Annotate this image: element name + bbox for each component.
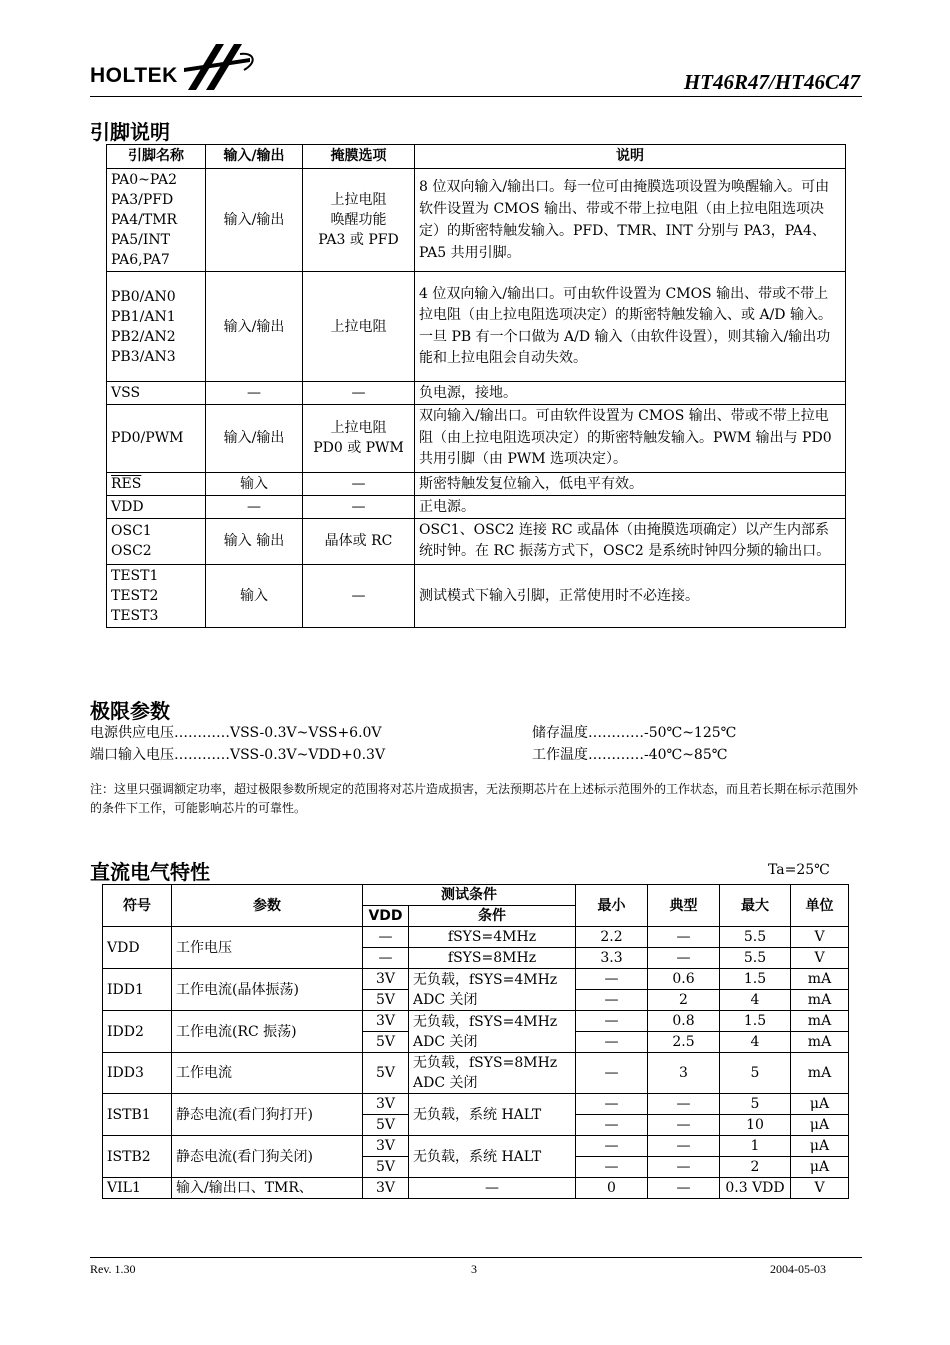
pin-mask: 上拉电阻 PD0 或 PWM — [303, 405, 415, 473]
col-header-io: 输入/输出 — [206, 145, 303, 169]
param-cell: 工作电流 — [172, 1053, 363, 1094]
symbol-cell: ISTB1 — [103, 1094, 172, 1136]
holtek-logo-icon — [180, 40, 260, 92]
pin-desc: 双向输入/输出口。可由软件设置为 CMOS 输出、带或不带上拉电阻（由上拉电阻选项决定）的斯密特触发输入。PWM 输出与 PD0 共用引脚（由 PWM 选项决定）。 — [415, 405, 846, 473]
pin-io: — — [206, 382, 303, 405]
table-row — [107, 405, 846, 473]
limit-operating-temp: 工作温度…………-40℃~85℃ — [532, 747, 728, 763]
dc-table — [102, 884, 849, 1199]
table-row: — fSYS=8MHz 3.3 — 5.5 V — [103, 948, 849, 969]
param-cell: 工作电流(RC 振荡) — [172, 1011, 363, 1053]
pin-mask: — — [303, 564, 415, 627]
symbol-cell: VIL1 — [103, 1178, 172, 1199]
dc-section-title: 直流电气特性 — [90, 860, 210, 884]
col-header-min: 最小 — [576, 885, 648, 927]
param-cell: 输入/输出口、TMR、 — [172, 1178, 363, 1199]
pin-names: PB0/AN0 PB1/AN1 PB2/AN2 PB3/AN3 — [107, 272, 206, 382]
dc-header-row — [103, 885, 849, 906]
table-row — [107, 382, 846, 405]
pin-mask: 上拉电阻 唤醒功能 PA3 或 PFD — [303, 169, 415, 272]
pin-names: VDD — [107, 495, 206, 518]
col-header-desc: 说明 — [415, 145, 846, 169]
pin-desc: 斯密特触发复位输入，低电平有效。 — [415, 472, 846, 495]
pin-names: VSS — [107, 382, 206, 405]
col-header-cond: 条件 — [409, 906, 576, 927]
limits-note: 注：这里只强调额定功率，超过极限参数所规定的范围将对芯片造成损害，无法预期芯片在上述标示范围外的工作状态，而且若长期在标示范围外的条件下工作，可能影响芯片的可靠性。 — [90, 782, 859, 815]
pin-table — [106, 144, 846, 628]
col-header-max: 最大 — [720, 885, 791, 927]
pin-desc: 正电源。 — [415, 495, 846, 518]
symbol-cell: IDD3 — [103, 1053, 172, 1094]
pin-names: OSC1 OSC2 — [107, 518, 206, 564]
table-row — [107, 518, 846, 564]
pin-names: PD0/PWM — [107, 405, 206, 473]
pin-io: 输入 — [206, 564, 303, 627]
pin-mask: 上拉电阻 — [303, 272, 415, 382]
symbol-cell: IDD1 — [103, 969, 172, 1011]
pin-names: PA0~PA2 PA3/PFD PA4/TMR PA5/INT PA6,PA7 — [107, 169, 206, 272]
table-row: VDD 工作电压 — fSYS=4MHz 2.2 — 5.5 V — [103, 927, 849, 948]
symbol-cell: IDD2 — [103, 1011, 172, 1053]
table-row: 5V — 2 4 mA — [103, 990, 849, 1011]
pin-mask: 晶体或 RC — [303, 518, 415, 564]
col-header-mask: 掩膜选项 — [303, 145, 415, 169]
table-row — [107, 169, 846, 272]
header-rule — [90, 96, 862, 97]
ambient-temp: Ta=25℃ — [768, 862, 830, 878]
col-header-unit: 单位 — [791, 885, 849, 927]
symbol-cell: ISTB2 — [103, 1136, 172, 1178]
pin-mask: — — [303, 382, 415, 405]
col-header-vdd: VDD — [363, 906, 409, 927]
pin-mask: — — [303, 472, 415, 495]
holtek-logo — [90, 40, 260, 96]
table-row: 5V — — 2 μA — [103, 1157, 849, 1178]
table-row: 5V — 2.5 4 mA — [103, 1032, 849, 1053]
col-header-pin: 引脚名称 — [107, 145, 206, 169]
pin-desc: 4 位双向输入/输出口。可由软件设置为 CMOS 输出、带或不带上拉电阻（由上拉电阻选项决定）的斯密特触发输入、或 A/D 输入。一旦 PB 有一个口做为 A/D 输入（由软件设置），则其输入/输出功能和上拉电阻会自动失效。 — [415, 272, 846, 382]
table-row: IDD2 工作电流(RC 振荡) 3V 无负载，fSYS=4MHz ADC 关闭 — 0.8 1.5 mA — [103, 1011, 849, 1032]
param-cell: 工作电压 — [172, 927, 363, 969]
pin-io: 输入/输出 — [206, 405, 303, 473]
pin-io: 输入/输出 — [206, 272, 303, 382]
pin-desc: 8 位双向输入/输出口。每一位可由掩膜选项设置为唤醒输入。可由软件设置为 CMOS 输出、带或不带上拉电阻（由上拉电阻选项决定）的斯密特触发输入。PFD、TMR、INT 分别与 PA3，PA4、PA5 共用引脚。 — [415, 169, 846, 272]
table-row — [107, 472, 846, 495]
pin-table-header — [107, 145, 846, 169]
logo-text: HOLTEK — [90, 64, 178, 87]
pin-section-title: 引脚说明 — [90, 120, 170, 144]
table-row — [107, 564, 846, 627]
table-row: IDD1 工作电流(晶体振荡) 3V 无负载，fSYS=4MHz ADC 关闭 — 0.6 1.5 mA — [103, 969, 849, 990]
pin-io: — — [206, 495, 303, 518]
limits-section-title: 极限参数 — [90, 699, 170, 723]
param-cell: 静态电流(看门狗关闭) — [172, 1136, 363, 1178]
limit-storage-temp: 储存温度…………-50℃~125℃ — [532, 725, 737, 741]
pin-io: 输入 输出 — [206, 518, 303, 564]
pin-io: 输入/输出 — [206, 169, 303, 272]
table-row: IDD3 工作电流 5V 无负载，fSYS=8MHz ADC 关闭 — 3 5 mA — [103, 1053, 849, 1094]
pin-names: TEST1 TEST2 TEST3 — [107, 564, 206, 627]
pin-io: 输入 — [206, 472, 303, 495]
pin-desc: 测试模式下输入引脚，正常使用时不必连接。 — [415, 564, 846, 627]
param-cell: 工作电流(晶体振荡) — [172, 969, 363, 1011]
table-row: 5V — — 10 μA — [103, 1115, 849, 1136]
symbol-cell: VDD — [103, 927, 172, 969]
col-header-param: 参数 — [172, 885, 363, 927]
col-header-symbol: 符号 — [103, 885, 172, 927]
table-row: ISTB2 静态电流(看门狗关闭) 3V 无负载，系统 HALT — — 1 μA — [103, 1136, 849, 1157]
table-row — [107, 495, 846, 518]
pin-names: $\overline{RES}$ — [107, 472, 206, 495]
param-cell: 静态电流(看门狗打开) — [172, 1094, 363, 1136]
footer-rule — [90, 1257, 862, 1258]
document-title: HT46R47/HT46C47 — [683, 70, 860, 94]
footer-page-number: 3 — [471, 1262, 477, 1276]
col-header-typ: 典型 — [648, 885, 720, 927]
limit-port-voltage: 端口输入电压…………VSS-0.3V~VDD+0.3V — [90, 747, 386, 763]
limit-supply-voltage: 电源供应电压…………VSS-0.3V~VSS+6.0V — [90, 725, 382, 741]
col-header-test: 测试条件 — [363, 885, 576, 906]
pin-desc: OSC1、OSC2 连接 RC 或晶体（由掩膜选项确定）以产生内部系统时钟。在 RC 振荡方式下，OSC2 是系统时钟四分频的输出口。 — [415, 518, 846, 564]
table-row — [107, 272, 846, 382]
pin-desc: 负电源，接地。 — [415, 382, 846, 405]
table-row: VIL1 输入/输出口、TMR、 3V — 0 — 0.3 VDD V — [103, 1178, 849, 1199]
pin-mask: — — [303, 495, 415, 518]
footer-date: 2004-05-03 — [770, 1262, 826, 1276]
table-row: ISTB1 静态电流(看门狗打开) 3V 无负载，系统 HALT — — 5 μA — [103, 1094, 849, 1115]
footer-revision: Rev. 1.30 — [90, 1262, 136, 1276]
